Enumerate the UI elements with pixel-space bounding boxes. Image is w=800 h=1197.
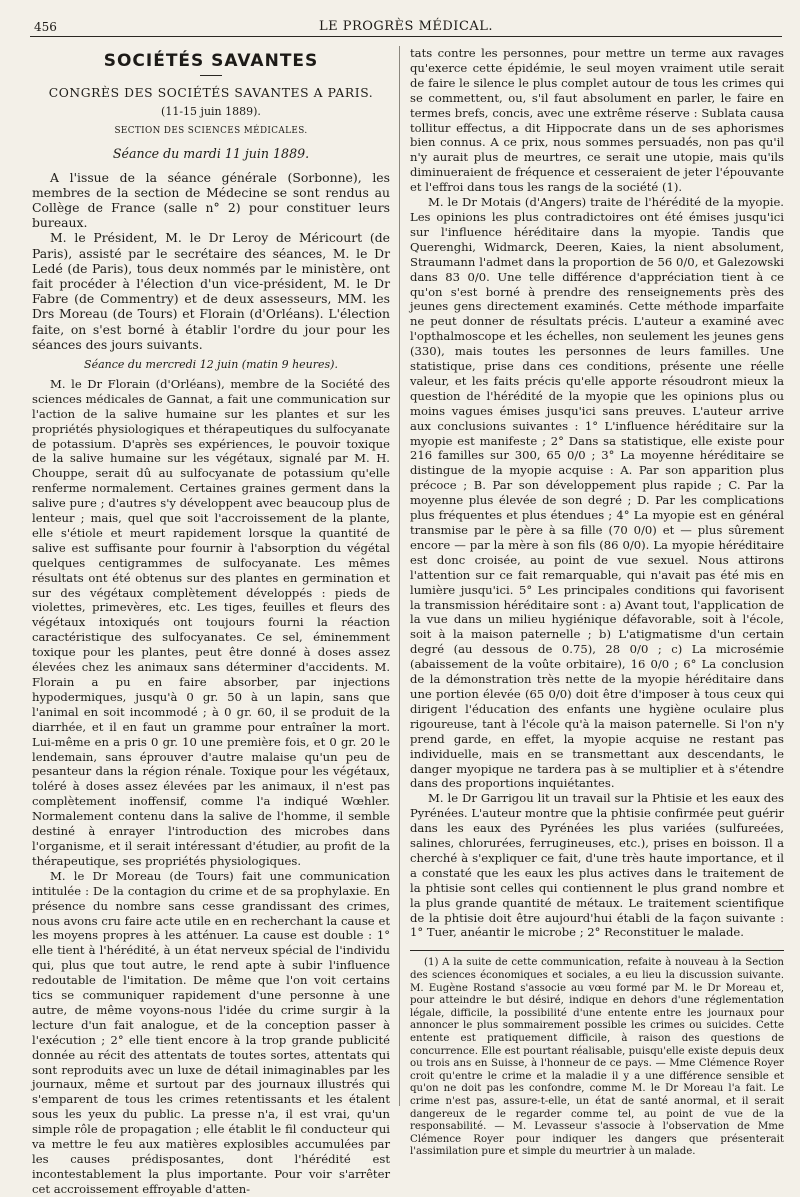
moreau-continued-paragraph: tats contre les personnes, pour mettre un terme aux ravages qu'exerce cette épidémie, le seul moyen vraiment utile serait de faire le silence le plus complet autour de tous les crimes qui se commettent, ou, s'il faut absolument en parler, le faire en termes brefs, concis, avec une extrême réserve : Sublata causa tollitur effectus, a dit Hippocrate dans un de ses aphorismes bien connus. A ce prix, nous sommes persuadés, non pas qu'il n'y aurait plus de meurtres, ce serait une utopie, mais qu'ils diminueraient de fréquence et cesseraient de jeter l'épouvante et l'effroi dans tous les rangs de la société (1). [410,46,784,195]
president-paragraph: M. le Président, M. le Dr Leroy de Méricourt (de Paris), assisté par le secrétaire des séances, M. le Dr Ledé (de Paris), tous deux nommés par le ministère, ont fait procéder à l'élection d'un vice-président, M. le Dr Fabre (de Commentry) et de deux assesseurs, MM. les Drs Moreau (de Tours) et Florain (d'Orléans). L'élection faite, on s'est borné à établir l'ordre du jour pour les séances des jours suivants. [32,230,390,352]
congress-title: CONGRÈS DES SOCIÉTÉS SAVANTES A PARIS. [48,85,374,100]
column-divider [399,46,400,1106]
left-column [32,46,390,1197]
right-column [410,46,784,1159]
page-header [30,18,782,37]
journal-title: LE PROGRÈS MÉDICAL. [318,19,494,34]
session-title-tuesday: Séance du mardi 11 juin 1889. [112,145,310,161]
garrigou-paragraph: M. le Dr Garrigou lit un travail sur la Phtisie et les eaux des Pyrénées. L'auteur montre que la phtisie confirmée peut guérir dans les eaux des Pyrénées les plus variées (sulfureées, salines, chlorurées, ferrugineuses, etc.), prises en boisson. Il a cherché à s'expliquer ce fait, d'une très haute importance, et il a constaté que les eaux les plus actives dans le traitement de la phtisie sont celles qui contiennent le plus grand nombre et la plus grande quantité de métaux. Le traitement scientifique de la phtisie doit être aujourd'hui établi de la façon suivante : 1° Tuer, anéantir le microbe ; 2° Reconstituer le malade. [410,791,784,940]
motais-paragraph: M. le Dr Motais (d'Angers) traite de l'hérédité de la myopie. Les opinions les plus contradictoires ont été émises jusqu'ici sur l'influence héréditaire dans la myopie. Tandis que Querenghi, Widmarck, Deeren, Kaies, la nient absolument, Straumann l'admet dans la proportion de 56 0/0, et Galezowski dans 83 0/0. Une telle différence d'appréciation tient à ce qu'on s'est borné à prendre des renseignements près des jeunes gens directement examinés. Cette méthode imparfaite ne peut donner de résultats précis. L'auteur a examiné avec l'opthalmoscope et les échelles, non seulement les jeunes gens (330), mais toutes les personnes de leurs familles. Une statistique, prise dans ces conditions, présente une réelle valeur, et les faits précis qu'elle apporte résoudront mieux la question de l'hérédité de la myopie que les opinions plus ou moins vagues émises jusqu'ici sans preuves. L'auteur arrive aux conclusions suivantes : 1° L'influence héréditaire sur la myopie est manifeste ; 2° Dans sa statistique, elle existe pour 216 familles sur 300, 65 0/0 ; 3° La moyenne héréditaire se distingue de la myopie acquise : A. Par son apparition plus précoce ; B. Par son développement plus rapide ; C. Par la moyenne plus élevée de son degré ; D. Par les complications plus fréquentes et plus étendues ; 4° La myopie est en général transmise par le père à sa fille (70 0/0) et — plus sûrement encore — par la mère à son fils (86 0/0). La myopie héréditaire est donc croisée, au point de vue sexuel. Nous attirons l'attention sur ce fait remarquable, qui n'avait pas été mis en lumière jusqu'ici. 5° Les principales conditions qui favorisent la transmission héréditaire sont : a) Avant tout, l'application de la vue dans un milieu hygiénique défavorable, soit à l'école, soit à la maison paternelle ; b) L'atigmatisme d'un certain degré (au dessous de 0.75), 28 0/0 ; c) La microsémie (abaissement de la voûte orbitaire), 16 0/0 ; 6° La conclusion de la démonstration très nette de la myopie héréditaire dans une portion élevée (65 0/0) doit être d'imposer à tous ceux qui dirigent l'éducation des enfants une hygiène oculaire plus rigoureuse, tant à l'école qu'à la maison paternelle. Si l'on n'y prend garde, en effet, la myopie acquise ne restant pas individuelle, mais en se transmettant aux descendants, le danger myopique ne tardera pas à se multiplier et à s'étendre dans des proportions inquiétantes. [410,195,784,791]
moreau-paragraph: M. le Dr Moreau (de Tours) fait une communication intitulée : De la contagion du crime et de sa prophylaxie. En présence du nombre sans cesse grandissant des crimes, nous avons cru faire acte utile en en recherchant la cause et les moyens propres à les atténuer. La cause est double : 1° elle tient à l'hérédité, à un état nerveux spécial de l'individu qui, plus que tout autre, le rend apte à subir l'influence redoutable de l'imitation. De même que l'on voit certains tics se communiquer rapidement d'une personne à une autre, de même voyons-nous l'idée du crime surgir à la lecture d'un fait analogue, et de la conception passer à l'exécution ; 2° elle tient encore à la trop grande publicité donnée au récit des attentats de toutes sortes, attentats qui sont reproduits avec un luxe de détail inimaginables par les journaux, même et surtout par des journaux illustrés qui s'emparent de tous les crimes retentissants et les étalent sous les yeux du public. La presse n'a, il est vrai, qu'un simple rôle de propagation ; elle établit le fil conducteur qui va mettre le feu aux matières explosibles accumulées par les causes prédisposantes, dont l'hérédité est incontestablement la plus importante. Pour voir s'arrêter cet accroissement effroyable d'atten- [32,868,390,1196]
intro-paragraph: A l'issue de la séance générale (Sorbonne), les membres de la section de Médecine se sont rendus au Collège de France (salle n° 2) pour constituer leurs bureaux. [32,169,390,231]
footnote: (1) A la suite de cette communication, refaite à nouveau à la Section des sciences économiques et sociales, a eu lieu la discussion suivante. M. Eugène Rostand s'associe au vœu formé par M. le Dr Moreau et, pour atteindre le but désiré, indique en dehors d'une réglementation légale, difficile, la possibilité d'une entente entre les journaux pour annoncer le plus sommairement possible les crimes ou suicides. Cette entente est pratiquement difficile, à raison des questions de concurrence. Elle est pourtant réalisable, puisqu'elle existe depuis deux ou trois ans en Suisse, à l'honneur de ce pays. — Mme Clémence Royer croit qu'entre le crime et la maladie il y a une différence sensible et qu'on ne doit pas les confondre, comme M. le Dr Moreau l'a fait. Le crime n'est pas, assure-t-elle, un état de santé anormal, et il serait dangereux de le regarder comme tel, au point de vue de la responsabilité. — M. Levasseur s'associe à l'observation de Mme Clémence Royer pour indiquer les dangers que présenterait l'assimilation pure et simple du meurtrier à un malade. [410,957,784,1158]
congress-dates: (11-15 juin 1889). [161,104,261,118]
section-subtitle: SECTION DES SCIENCES MÉDICALES. [114,125,308,136]
footnote-divider [410,950,784,951]
florain-paragraph: M. le Dr Florain (d'Orléans), membre de la Société des sciences médicales de Gannat, a fait une communication sur l'action de la salive humaine sur les plantes et sur les propriétés physiologiques et thérapeutiques du sulfocyanate de potassium. D'après ses expériences, le pouvoir toxique de la salive humaine sur les végétaux, signalé par M. H. Chouppe, serait dû au sulfocyanate de potassium qu'elle renferme normalement. Certaines graines germent dans la salive pure ; d'autres s'y développent avec beaucoup plus de lenteur ; mais, quel que soit l'accroissement de la plante, elle s'étiole et meurt rapidement lorsque la quantité de salive est suffisante pour fournir à l'absorption du végétal quelques centigrammes de sulfocyanate. Les mêmes résultats ont été obtenus sur des plantes en germination et sur des végétaux complètement développés : pieds de violettes, primevères, etc. Les tiges, feuilles et fleurs des végétaux intoxiqués ont toujours fourni la réaction caractéristique des sulfocyanates. Ce sel, éminemment toxique pour les plantes, peut être donné à doses assez élevées chez les animaux sans déterminer d'accidents. M. Florain a pu en faire absorber, par injections hypodermiques, jusqu'à 0 gr. 50 à un lapin, sans que l'animal en soit incommodé ; à 0 gr. 60, il se produit de la diarrhée, et il en faut un gramme pour entraîner la mort. Lui-même en a pris 0 gr. 10 une première fois, et 0 gr. 20 le lendemain, sans éprouver d'autre malaise qu'un peu de pesanteur dans la région rénale. Toxique pour les végétaux, toléré à doses assez élevées par les animaux, il n'est pas complètement inoffensif, comme l'a indiqué Wœhler. Normalement contenu dans la salive de l'homme, il semble destiné à enrayer l'introduction des microbes dans l'organisme, et il serait intéressant d'étudier, au profit de la thérapeutique, ses propriétés physiologiques. [32,376,390,868]
page-number: 456 [34,20,57,34]
heading-divider [200,75,222,76]
section-heading: SOCIÉTÉS SAVANTES [103,51,319,71]
session-title-wednesday: Séance du mercredi 12 juin (matin 9 heures). [84,357,338,371]
